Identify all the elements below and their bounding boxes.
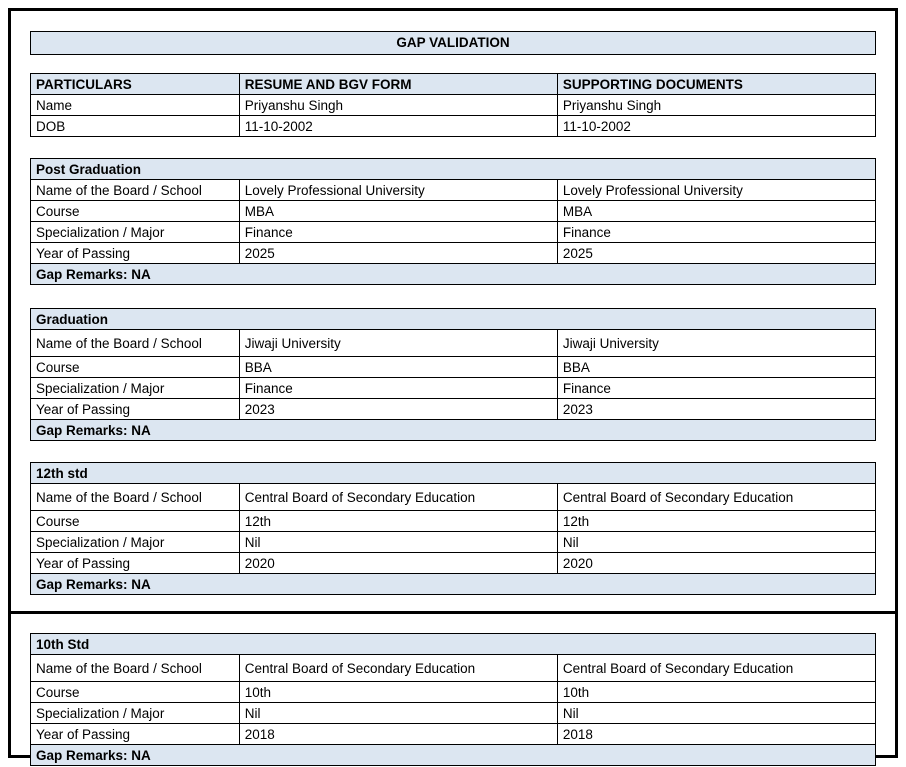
gap-remarks-row [31,745,876,766]
row-label: Name of the Board / School [31,180,240,201]
column-header-row [31,74,876,95]
section-title: Post Graduation [31,159,876,180]
table-row-course [31,357,876,378]
supporting-value: Priyanshu Singh [557,95,875,116]
table-row-year-of-passing [31,724,876,745]
table-row-board-school [31,484,876,511]
row-label: Name of the Board / School [31,655,240,682]
supporting-value: 2018 [557,724,875,745]
section-header-row [31,309,876,330]
row-label: Specialization / Major [31,222,240,243]
supporting-value: MBA [557,201,875,222]
row-label: Specialization / Major [31,378,240,399]
section-table-10th-std [30,633,876,766]
supporting-value: Central Board of Secondary Education [557,484,875,511]
row-label: Specialization / Major [31,703,240,724]
table-row-specialization [31,378,876,399]
resume-value: Finance [239,378,557,399]
resume-value: MBA [239,201,557,222]
table-row-specialization [31,703,876,724]
resume-value: 12th [239,511,557,532]
section-title: Graduation [31,309,876,330]
section-table-graduation [30,308,876,441]
resume-value: Nil [239,532,557,553]
table-row-specialization [31,222,876,243]
section-table-post-graduation [30,158,876,285]
table-row-specialization [31,532,876,553]
gap-remarks-row [31,264,876,285]
gap-remarks: Gap Remarks: NA [31,420,876,441]
row-label: Specialization / Major [31,532,240,553]
gap-remarks: Gap Remarks: NA [31,574,876,595]
supporting-value: 2025 [557,243,875,264]
resume-value: 2025 [239,243,557,264]
supporting-value: Finance [557,378,875,399]
resume-value: Finance [239,222,557,243]
supporting-value: Lovely Professional University [557,180,875,201]
row-label: Name [31,95,240,116]
table-row-year-of-passing [31,553,876,574]
resume-value: 11-10-2002 [239,116,557,137]
supporting-value: 12th [557,511,875,532]
row-label: Name of the Board / School [31,484,240,511]
document-content [11,11,895,766]
supporting-value: Nil [557,703,875,724]
table-row-course [31,201,876,222]
resume-value: BBA [239,357,557,378]
row-label: Course [31,357,240,378]
section-table-12th-std [30,462,876,595]
supporting-value: 10th [557,682,875,703]
gap-remarks: Gap Remarks: NA [31,745,876,766]
gap-remarks-row [31,574,876,595]
supporting-value: Nil [557,532,875,553]
section-title: 12th std [31,463,876,484]
section-header-row [31,159,876,180]
resume-value: 2018 [239,724,557,745]
table-row-board-school [31,655,876,682]
table-row-course [31,682,876,703]
resume-value: Central Board of Secondary Education [239,484,557,511]
column-header-resume-bgv: RESUME AND BGV FORM [239,74,557,95]
resume-value: Nil [239,703,557,724]
table-row-year-of-passing [31,399,876,420]
row-label: Course [31,682,240,703]
supporting-value: 11-10-2002 [557,116,875,137]
document-page [8,8,898,763]
row-label: Year of Passing [31,399,240,420]
resume-value: Priyanshu Singh [239,95,557,116]
row-label: DOB [31,116,240,137]
resume-value: 2023 [239,399,557,420]
section-header-row [31,463,876,484]
gap-remarks-row [31,420,876,441]
supporting-value: Jiwaji University [557,330,875,357]
table-row-board-school [31,180,876,201]
row-label: Course [31,511,240,532]
row-label: Year of Passing [31,553,240,574]
resume-value: 2020 [239,553,557,574]
row-label: Year of Passing [31,243,240,264]
particulars-table [30,73,876,137]
section-header-row [31,634,876,655]
page-title: GAP VALIDATION [30,31,876,55]
table-row-dob [31,116,876,137]
gap-remarks: Gap Remarks: NA [31,264,876,285]
supporting-value: 2023 [557,399,875,420]
row-label: Year of Passing [31,724,240,745]
supporting-value: Central Board of Secondary Education [557,655,875,682]
resume-value: 10th [239,682,557,703]
table-row-name [31,95,876,116]
supporting-value: BBA [557,357,875,378]
column-header-particulars: PARTICULARS [31,74,240,95]
resume-value: Jiwaji University [239,330,557,357]
section-divider [11,611,895,614]
table-row-year-of-passing [31,243,876,264]
resume-value: Central Board of Secondary Education [239,655,557,682]
supporting-value: Finance [557,222,875,243]
table-row-board-school [31,330,876,357]
row-label: Course [31,201,240,222]
supporting-value: 2020 [557,553,875,574]
table-row-course [31,511,876,532]
resume-value: Lovely Professional University [239,180,557,201]
row-label: Name of the Board / School [31,330,240,357]
section-title: 10th Std [31,634,876,655]
column-header-supporting-docs: SUPPORTING DOCUMENTS [557,74,875,95]
